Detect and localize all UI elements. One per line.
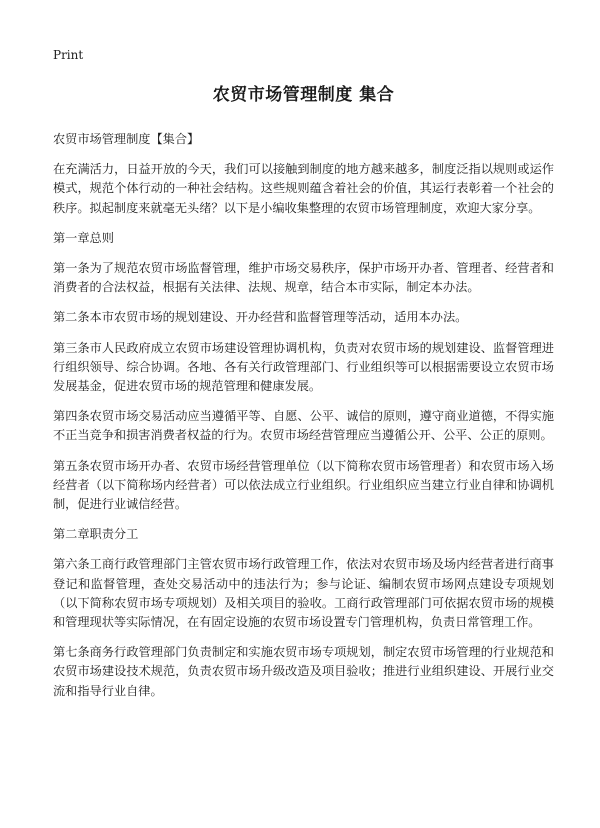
document-title: 农贸市场管理制度 集合 xyxy=(212,85,395,105)
print-link[interactable]: Print xyxy=(53,48,84,62)
chapter-2-heading: 第二章职责分工 xyxy=(53,527,139,542)
intro-paragraph: 在充满活力，日益开放的今天，我们可以接触到制度的地方越来越多，制度泛指以规则或运作模式，规范个体行动的一种社会结构。这些规则蕴含着社会的价值，其运行表彰着一个社会的秩序。拟起制度来就毫无头绪？以下是小编收集整理的农贸市场管理制度，欢迎大家分享。 xyxy=(53,162,554,215)
document-subtitle: 农贸市场管理制度【集合】 xyxy=(53,132,200,146)
chapter-1-heading: 第一章总则 xyxy=(53,230,114,245)
article-2-paragraph: 第二条本市农贸市场的规划建设、开办经营和监督管理等活动，适用本办法。 xyxy=(53,310,468,325)
article-6-paragraph: 第六条工商行政管理部门主管农贸市场行政管理工作，依法对农贸市场及场内经营者进行商事登记和监督管理，查处交易活动中的违法行为；参与论证、编制农贸市场网点建设专项规划（以下简称农贸市场专项规划）及相关项目的验收。工商行政管理部门可依据农贸市场的规模和管理现状等实际情况，在有固定设施的农贸市场设置专门管理机构，负责日常管理工作。 xyxy=(53,557,554,630)
article-4-paragraph: 第四条农贸市场交易活动应当遵循平等、自愿、公平、诚信的原则，遵守商业道德，不得实施不正当竞争和损害消费者权益的行为。农贸市场经营管理应当遵循公开、公平、公正的原则。 xyxy=(53,409,554,443)
article-3-paragraph: 第三条市人民政府成立农贸市场建设管理协调机构，负责对农贸市场的规划建设、监督管理进行组织领导、综合协调。各地、各有关行政管理部门、行业组织等可以根据需要设立农贸市场发展基金，促进农贸市场的规范管理和健康发展。 xyxy=(53,340,554,394)
article-5-paragraph: 第五条农贸市场开办者、农贸市场经营管理单位（以下简称农贸市场管理者）和农贸市场入场经营者（以下简称场内经营者）可以依法成立行业组织。行业组织应当建立行业自律和协调机制，促进行业诚信经营。 xyxy=(53,458,554,512)
article-7-paragraph: 第七条商务行政管理部门负责制定和实施农贸市场专项规划，制定农贸市场管理的行业规范和农贸市场建设技术规范，负责农贸市场升级改造及项目验收；推进行业组织建设、开展行业交流和指导行业自律。 xyxy=(53,645,554,698)
article-1-paragraph: 第一条为了规范农贸市场监督管理，维护市场交易秩序，保护市场开办者、管理者、经营者和消费者的合法权益，根据有关法律、法规、规章，结合本市实际，制定本办法。 xyxy=(53,261,554,295)
